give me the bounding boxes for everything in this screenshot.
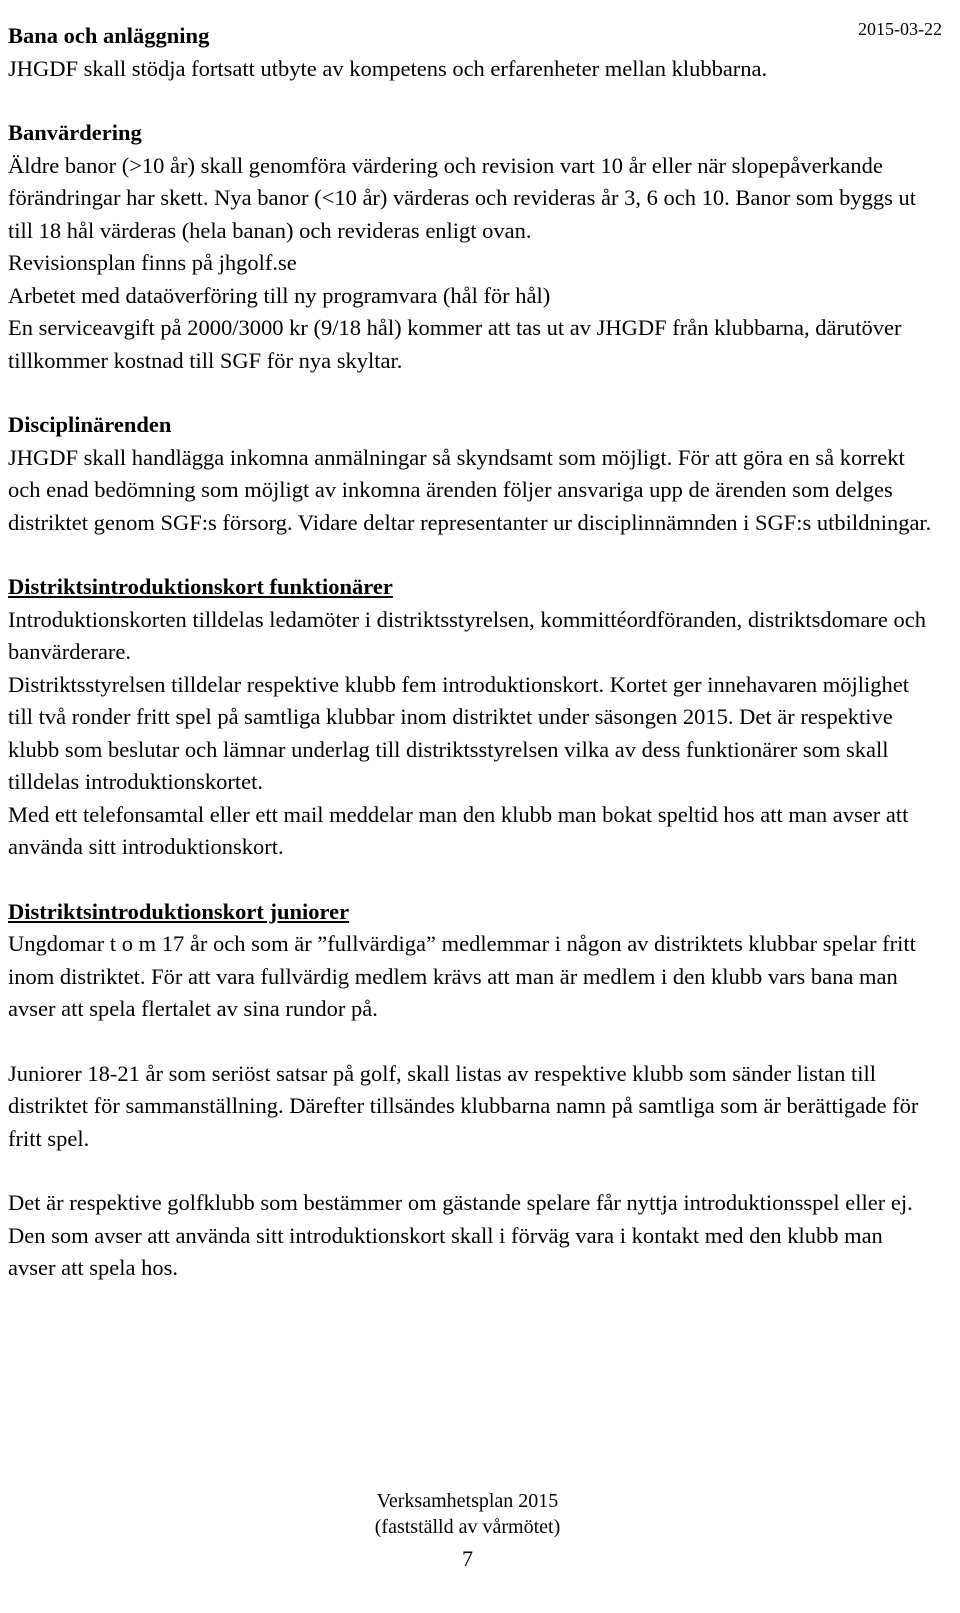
section-paragraph: Arbetet med dataöverföring till ny programvara (hål för hål)	[8, 282, 551, 308]
section-introduktionskort-funktionarer	[8, 571, 933, 864]
section-bana-och-anlaggning	[8, 20, 933, 85]
document-body	[8, 20, 933, 1285]
document-date: 2015-03-22	[858, 19, 942, 39]
section-paragraph: Introduktionskorten tilldelas ledamöter i distriktsstyrelsen, kommittéordföranden, distriktsdomare och banvärderare.	[8, 606, 926, 664]
section-disciplinarenden	[8, 409, 933, 539]
section-paragraph: Med ett telefonsamtal eller ett mail meddelar man den klubb man bokat speltid hos att man avser att använda sitt introduktionskort.	[8, 801, 909, 859]
section-paragraph: Äldre banor (>10 år) skall genomföra värdering och revision vart 10 år eller när slopepåverkande förändringar har skett. Nya banor (<10 år) värderas och revideras år 3, 6 och 10. Banor som byggs ut till 18 hål värderas (hela banan) och revideras enligt ovan.	[8, 152, 917, 243]
page-number: 7	[462, 1546, 473, 1571]
footer-subtitle: (fastställd av vårmötet)	[374, 1516, 561, 1538]
section-heading: Distriktsintroduktionskort juniorer	[8, 898, 350, 924]
section-heading: Disciplinärenden	[8, 412, 172, 437]
footer-title: Verksamhetsplan 2015	[376, 1490, 559, 1512]
section-banvardering	[8, 117, 933, 377]
section-paragraph: Det är respektive golfklubb som bestämmer om gästande spelare får nyttja introduktionsspel eller ej. Den som avser att använda sitt introduktionskort skall i förväg vara i kontakt med den klubb man avser att spela hos.	[8, 1190, 913, 1280]
page-footer	[0, 1488, 935, 1572]
section-paragraph: Ungdomar t o m 17 år och som är ”fullvärdiga” medlemmar i någon av distriktets klubbar spelar fritt inom distriktet. För att vara fullvärdig medlem krävs att man är medlem i den klubb vars bana man avser att spela flertalet av sina rundor på.	[8, 931, 916, 1021]
section-paragraph: Juniorer 18-21 år som seriöst satsar på golf, skall listas av respektive klubb som sänder listan till distriktet för sammanställning. Därefter tillsändes klubbarna namn på samtliga som är berättigade för fritt spel.	[8, 1060, 919, 1151]
section-paragraph: Distriktsstyrelsen tilldelar respektive klubb fem introduktionskort. Kortet ger innehavaren möjlighet till två ronder fritt spel på samtliga klubbar inom distriktet under säsongen 2015. Det är respektive klubb som beslutar och lämnar underlag till distriktsstyrelsen vilka av dess funktionärer som skall tilldelas introduktionskortet.	[8, 671, 910, 794]
section-paragraph: JHGDF skall stödja fortsatt utbyte av kompetens och erfarenheter mellan klubbarna.	[8, 55, 768, 81]
section-paragraph: JHGDF skall handlägga inkomna anmälningar så skyndsamt som möjligt. För att göra en så korrekt och enad bedömning som möjligt av inkomna ärenden följer ansvariga upp de ärenden som delges distriktet genom SGF:s försorg. Vidare deltar representanter ur disciplinnämnden i SGF:s utbildningar.	[8, 444, 932, 535]
section-heading: Bana och anläggning	[8, 23, 210, 48]
section-heading: Banvärdering	[8, 120, 142, 145]
section-introduktionskort-juniorer	[8, 896, 933, 1285]
section-paragraph: En serviceavgift på 2000/3000 kr (9/18 hål) kommer att tas ut av JHGDF från klubbarna, därutöver tillkommer kostnad till SGF för nya skyltar.	[8, 315, 902, 373]
section-heading: Distriktsintroduktionskort funktionärer	[8, 574, 393, 599]
section-paragraph: Revisionsplan finns på jhgolf.se	[8, 250, 297, 275]
